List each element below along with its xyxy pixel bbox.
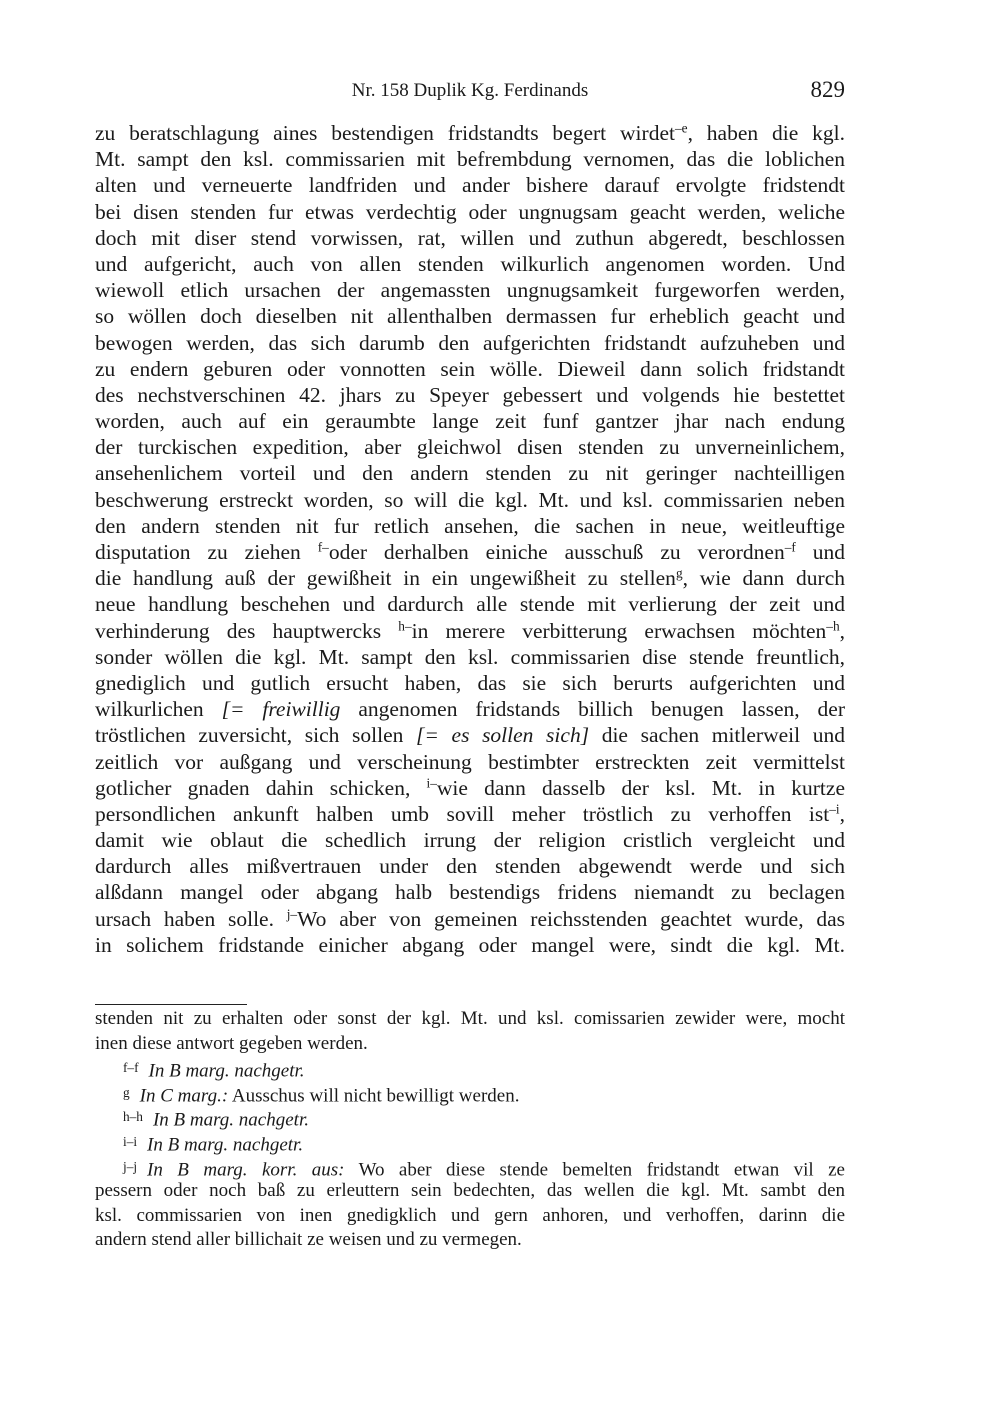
text-run: zeitlich vor außgang und verscheinung bestimbter erstreckten zeit vermittelst [95,749,845,774]
text-run: disputation zu ziehen [95,540,318,564]
text-run: so wöllen doch dieselben nit allenthalben dermassen fur erheblich geacht und [95,304,845,329]
footnote-label: h–h [123,1109,143,1125]
body-line [95,539,845,565]
text-run: alten und verneuerte landfriden und ander bishere darauf ervolgte fridstendt [95,173,845,198]
text-run: die sachen mitlerweil und [589,723,845,748]
text-run: gotlicher gnaden dahin schicken, [95,775,427,800]
footnote-line [95,1204,845,1229]
body-line [95,932,845,958]
italic-text: In B marg. nachgetr. [147,1134,304,1156]
body-line [95,670,845,696]
footnote-line [95,1179,845,1204]
apparatus-marker: –h [826,618,840,634]
text-run: in solichem fridstande einicher abgang oder mangel were, sindt die kgl. Mt. [95,932,845,957]
footnote-label: g [123,1084,130,1100]
apparatus-marker: –f [784,539,796,555]
text-run: der turckischen expedition, aber gleichwol disen stenden zu unverneinlichem, [95,435,845,460]
footnote-line [95,1007,845,1032]
text-run: wilkurlichen [95,697,222,722]
italic-text: In B marg. korr. aus: [147,1159,345,1181]
text-run: bei disen stenden fur etwas verdechtig oder ungnugsam geacht werden, weliche [95,199,845,224]
text-run: des nechstverschinen 42. jhars zu Speyer gebessert und volgends hie bestettet [95,382,845,407]
footnote-line [95,1105,845,1130]
text-run: verhinderung des hauptwercks [95,618,399,643]
text-run: neue handlung beschehen und dardurch alle stende mit verlierung der zeit und [95,592,845,617]
italic-text: [= es sollen sich] [416,723,590,748]
text-run: damit wie oblaut die schedlich irrung der religion cristlich vergleicht und [95,828,845,853]
body-line [95,146,845,172]
italic-text: In B marg. nachgetr. [148,1060,305,1082]
apparatus-marker: j– [286,906,298,922]
footnote-line [95,1228,845,1253]
body-line [95,225,845,251]
text-run: und aufgericht, auch von allen stenden wilkurlich angenomen worden. Und [95,251,845,276]
apparatus-marker: f– [317,539,329,555]
footnotes [95,1007,845,1253]
text-run: ansehenlichem vorteil und den andern stenden zu nit geringer nachteilligen [95,461,845,486]
text-run: andern stend aller billichait ze weisen und zu vermegen. [95,1229,522,1251]
body-line [95,722,845,748]
footnote-divider [95,1004,247,1005]
body-line [95,251,845,277]
body-line [95,879,845,905]
body-line [95,853,845,879]
text-run: beschwerung erstreckt worden, so will die kgl. Mt. und ksl. commissarien neben [95,487,845,512]
body-line [95,749,845,775]
italic-text: In C marg.: [139,1085,229,1107]
text-run: bewogen werden, das sich darumb den aufgerichten fridstandt aufzuheben und [95,330,845,355]
footnote-line [95,1056,845,1081]
body-line [95,696,845,722]
apparatus-marker: i– [426,775,437,791]
text-run: tröstlichen zuversicht, sich sollen [95,723,417,748]
italic-text: In B marg. nachgetr. [152,1110,309,1132]
body-line [95,408,845,434]
footnote-line [95,1032,845,1057]
text-run: dardurch alles mißvertrauen under den stenden abgewendt werde und sich [95,854,845,879]
page-number: 829 [810,77,845,102]
body-line [95,565,845,591]
text-run: die handlung auß der gewißheit in ein ungewißheit zu stellen [95,566,676,591]
text-run: stenden nit zu erhalten oder sonst der kgl. Mt. und ksl. comissarien zewider were, mocht [95,1008,845,1029]
text-run: , wie dann durch [682,566,845,591]
body-line [95,801,845,827]
text-run: doch mit diser stend vorwissen, rat, willen und zuthun abgeredt, beschlossen [95,225,845,250]
text-run: sonder wöllen die kgl. Mt. sampt den ksl. commissarien dise stende freuntlich, [95,644,845,669]
text-run: , haben die kgl. [687,121,846,145]
body-line [95,644,845,670]
body-line [95,434,845,460]
body-line [95,303,845,329]
text-run: wiewoll etlich ursachen der angemassten ungnugsamkeit furgeworfen werden, [95,278,845,303]
text-run: , [839,618,845,643]
text-run: , [839,801,845,826]
footnote-label: j–j [123,1158,138,1174]
text-run: worden, auch auf ein geraumbte lange zeit funf gantzer jhar nach endung [95,409,845,434]
text-run: und [795,540,845,564]
text-run: pessern oder noch baß zu erleuttern sein bedechten, das wellen die kgl. Mt. sambt den [95,1180,845,1202]
apparatus-marker: g [675,565,683,581]
main-text [95,120,845,958]
text-run: zu beratschlagung aines bestendigen fridstandts begert wirdet [95,121,675,145]
body-line [95,487,845,513]
body-line [95,330,845,356]
apparatus-marker: –i [829,801,840,817]
body-line [95,591,845,617]
text-run: in merere verbitterung erwachsen möchten [411,618,827,643]
text-run: wie dann dasselb der ksl. Mt. in kurtze [436,775,845,800]
running-title: Nr. 158 Duplik Kg. Ferdinands [351,80,589,101]
text-run: alßdann mangel oder abgang halb bestendigs fridens niemandt zu beclagen [95,880,845,905]
text-run: Ausschus will nicht bewilligt werden. [228,1085,520,1107]
text-run: persondlichen ankunft halben umb sovill meher tröstlich zu verhoffen ist [95,801,830,826]
body-line [95,775,845,801]
body-line [95,277,845,303]
text-run: inen diese antwort gegeben werden. [95,1032,368,1054]
body-line [95,906,845,932]
body-line [95,356,845,382]
body-line [95,120,845,146]
body-line [95,172,845,198]
text-run: angenomen fridstands billich benugen lassen, der [340,697,845,722]
body-line [95,382,845,408]
italic-text: [= freiwillig [221,697,341,722]
text-run: Wo aber von gemeinen reichsstenden geachtet wurde, das [297,906,845,931]
text-run: oder derhalben einiche ausschuß zu verordnen [328,540,785,564]
footnote-line [95,1130,845,1155]
text-run: Mt. sampt den ksl. commissarien mit befrembdung vernomen, das die loblichen [95,147,845,172]
text-run: ursach haben solle. [95,906,287,931]
apparatus-marker: h– [398,618,412,634]
body-line [95,513,845,539]
text-run: Wo aber diese stende bemelten fridstandt etwan vil ze [344,1159,845,1181]
text-run: zu endern geburen oder vonnotten sein wölle. Dieweil dann solich fridstandt [95,356,845,381]
footnote-label: f–f [123,1060,139,1076]
footnote-line [95,1155,845,1180]
body-line [95,460,845,486]
text-run: den andern stenden nit fur retlich ansehen, die sachen in neue, weitleuftige [95,513,845,538]
body-line [95,827,845,853]
apparatus-marker: –e [674,120,688,136]
text-run: gnediglich und gutlich ersucht haben, das sie sich berurts aufgerichten und [95,670,845,695]
body-line [95,618,845,644]
body-line [95,199,845,225]
footnote-label: i–i [123,1133,138,1149]
footnote-line [95,1081,845,1106]
text-run: ksl. commissarien von inen gnedigklich und gern anhoren, und verhoffen, darinn die [95,1204,845,1226]
